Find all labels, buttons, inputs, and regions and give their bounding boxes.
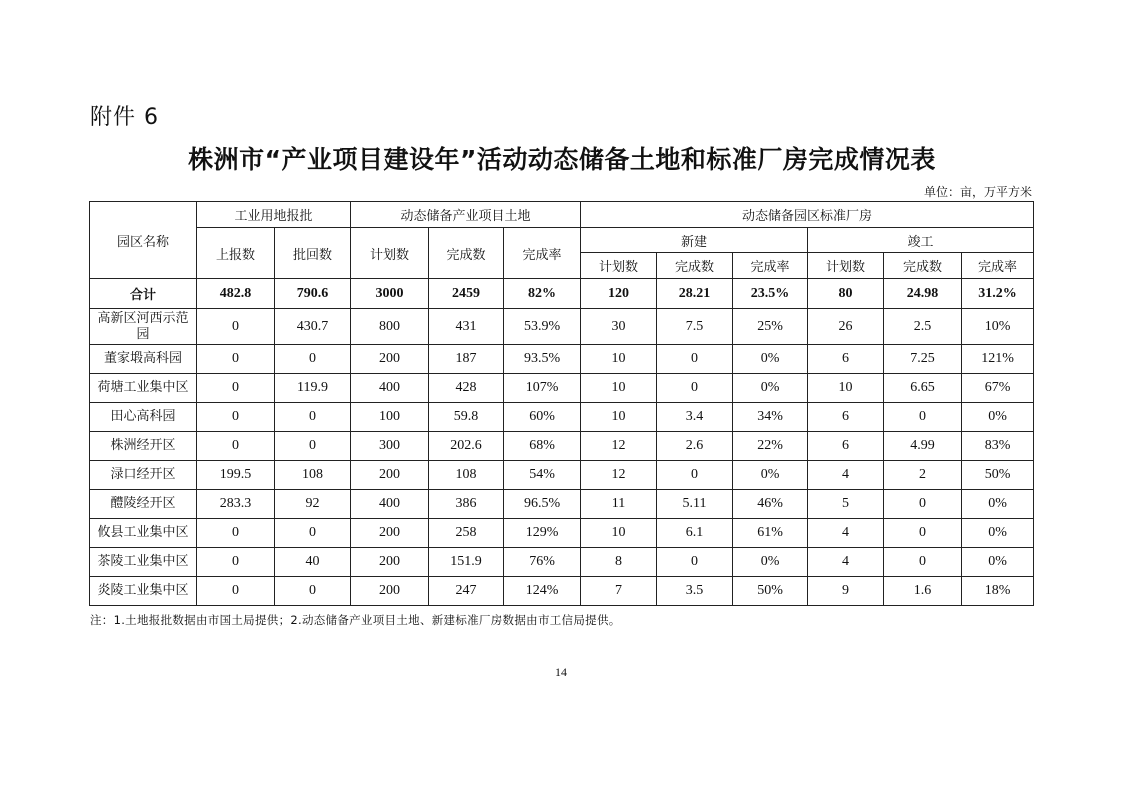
table-cell: 12	[581, 461, 657, 490]
table-cell: 129%	[504, 519, 581, 548]
page-number: 14	[555, 665, 567, 679]
table-cell: 200	[351, 461, 429, 490]
header-dynamic-factory: 动态储备园区标准厂房	[581, 202, 1034, 228]
table-cell: 0%	[733, 548, 808, 577]
table-cell: 53.9%	[504, 309, 581, 345]
header-finished: 竣工	[808, 228, 1034, 253]
header-new-build-completed: 完成数	[657, 253, 733, 279]
table-cell: 0	[275, 432, 351, 461]
table-cell: 2	[884, 461, 962, 490]
table-cell: 6	[808, 345, 884, 374]
table-cell: 200	[351, 577, 429, 606]
unit-label: 单位：亩，万平方米	[923, 185, 1032, 199]
table-row	[90, 577, 1034, 606]
table-cell: 4	[808, 548, 884, 577]
table-cell: 26	[808, 309, 884, 345]
table-cell: 300	[351, 432, 429, 461]
table-cell: 283.3	[197, 490, 275, 519]
header-park-name: 园区名称	[90, 202, 197, 279]
table-cell: 10	[581, 519, 657, 548]
table-cell: 60%	[504, 403, 581, 432]
table-cell: 1.6	[884, 577, 962, 606]
table-cell: 3.5	[657, 577, 733, 606]
table-cell: 83%	[962, 432, 1034, 461]
table-cell: 0%	[962, 490, 1034, 519]
table-cell: 67%	[962, 374, 1034, 403]
table-cell: 93.5%	[504, 345, 581, 374]
table-cell: 258	[429, 519, 504, 548]
table-cell: 2.6	[657, 432, 733, 461]
table-cell: 0	[657, 461, 733, 490]
table-cell: 30	[581, 309, 657, 345]
table-cell: 800	[351, 309, 429, 345]
table-cell: 200	[351, 519, 429, 548]
table-cell: 0	[197, 309, 275, 345]
table-cell: 7	[581, 577, 657, 606]
table-cell: 428	[429, 374, 504, 403]
table-cell: 121%	[962, 345, 1034, 374]
table-cell: 0%	[733, 374, 808, 403]
park-name: 田心高科园	[90, 403, 197, 432]
park-name: 株洲经开区	[90, 432, 197, 461]
table-cell: 199.5	[197, 461, 275, 490]
table-cell: 22%	[733, 432, 808, 461]
park-name: 渌口经开区	[90, 461, 197, 490]
table-cell: 200	[351, 548, 429, 577]
table-cell: 202.6	[429, 432, 504, 461]
table-cell: 80	[808, 279, 884, 309]
table-cell: 0	[884, 490, 962, 519]
park-name: 攸县工业集中区	[90, 519, 197, 548]
table-cell: 482.8	[197, 279, 275, 309]
table-cell: 8	[581, 548, 657, 577]
table-cell: 25%	[733, 309, 808, 345]
table-cell: 11	[581, 490, 657, 519]
table-cell: 6	[808, 403, 884, 432]
total-label: 合计	[90, 279, 197, 309]
table-cell: 5.11	[657, 490, 733, 519]
header-rate: 完成率	[504, 228, 581, 279]
table-cell: 0	[657, 548, 733, 577]
table-cell: 0	[275, 345, 351, 374]
table-cell: 0%	[733, 345, 808, 374]
header-dynamic-land: 动态储备产业项目土地	[351, 202, 581, 228]
table-cell: 2.5	[884, 309, 962, 345]
table-cell: 82%	[504, 279, 581, 309]
table-cell: 120	[581, 279, 657, 309]
park-name: 荷塘工业集中区	[90, 374, 197, 403]
table-cell: 187	[429, 345, 504, 374]
header-new-build-rate: 完成率	[733, 253, 808, 279]
completion-table	[89, 201, 1034, 606]
table-cell: 431	[429, 309, 504, 345]
table-cell: 0	[197, 548, 275, 577]
table-row	[90, 519, 1034, 548]
table-cell: 3.4	[657, 403, 733, 432]
table-cell: 4.99	[884, 432, 962, 461]
header-finished-plan: 计划数	[808, 253, 884, 279]
table-cell: 0	[657, 374, 733, 403]
park-name: 董家塅高科园	[90, 345, 197, 374]
table-cell: 92	[275, 490, 351, 519]
table-cell: 10	[581, 374, 657, 403]
table-cell: 0	[884, 403, 962, 432]
park-name: 醴陵经开区	[90, 490, 197, 519]
table-cell: 200	[351, 345, 429, 374]
table-cell: 107%	[504, 374, 581, 403]
table-cell: 50%	[733, 577, 808, 606]
table-cell: 790.6	[275, 279, 351, 309]
table-cell: 100	[351, 403, 429, 432]
header-finished-completed: 完成数	[884, 253, 962, 279]
table-cell: 10	[581, 403, 657, 432]
table-cell: 0	[197, 345, 275, 374]
table-cell: 40	[275, 548, 351, 577]
table-row	[90, 490, 1034, 519]
table-cell: 61%	[733, 519, 808, 548]
table-cell: 0	[884, 519, 962, 548]
table-cell: 10	[808, 374, 884, 403]
table-cell: 0	[275, 519, 351, 548]
park-name: 炎陵工业集中区	[90, 577, 197, 606]
table-row	[90, 374, 1034, 403]
table-cell: 7.25	[884, 345, 962, 374]
table-cell: 430.7	[275, 309, 351, 345]
table-cell: 151.9	[429, 548, 504, 577]
table-cell: 0%	[962, 403, 1034, 432]
table-cell: 31.2%	[962, 279, 1034, 309]
park-name: 茶陵工业集中区	[90, 548, 197, 577]
table-cell: 9	[808, 577, 884, 606]
header-industrial-land: 工业用地报批	[197, 202, 351, 228]
table-cell: 0	[197, 374, 275, 403]
table-cell: 59.8	[429, 403, 504, 432]
table-cell: 96.5%	[504, 490, 581, 519]
table-cell: 400	[351, 490, 429, 519]
header-reported: 上报数	[197, 228, 275, 279]
header-new-build: 新建	[581, 228, 808, 253]
table-cell: 24.98	[884, 279, 962, 309]
table-cell: 6.1	[657, 519, 733, 548]
page-title: 株洲市“产业项目建设年”活动动态储备土地和标准厂房完成情况表	[188, 145, 936, 174]
table-row	[90, 403, 1034, 432]
table-cell: 0	[657, 345, 733, 374]
table-cell: 0%	[962, 548, 1034, 577]
table-cell: 54%	[504, 461, 581, 490]
table-cell: 0	[275, 577, 351, 606]
table-cell: 18%	[962, 577, 1034, 606]
header-plan: 计划数	[351, 228, 429, 279]
table-cell: 386	[429, 490, 504, 519]
table-cell: 50%	[962, 461, 1034, 490]
table-cell: 5	[808, 490, 884, 519]
table-row	[90, 345, 1034, 374]
table-footnote: 注：1.土地报批数据由市国土局提供；2.动态储备产业项目土地、新建标准厂房数据由市工信局提供。	[90, 613, 621, 627]
table-cell: 10%	[962, 309, 1034, 345]
table-cell: 46%	[733, 490, 808, 519]
table-row	[90, 432, 1034, 461]
table-cell: 400	[351, 374, 429, 403]
table-cell: 0%	[733, 461, 808, 490]
attachment-label: 附件 6	[90, 105, 159, 130]
table-cell: 3000	[351, 279, 429, 309]
table-cell: 23.5%	[733, 279, 808, 309]
table-cell: 0	[197, 519, 275, 548]
table-cell: 108	[429, 461, 504, 490]
table-cell: 119.9	[275, 374, 351, 403]
table-cell: 68%	[504, 432, 581, 461]
table-cell: 2459	[429, 279, 504, 309]
table-cell: 7.5	[657, 309, 733, 345]
table-cell: 4	[808, 519, 884, 548]
table-cell: 10	[581, 345, 657, 374]
table-row	[90, 309, 1034, 345]
table-row	[90, 461, 1034, 490]
table-cell: 76%	[504, 548, 581, 577]
table-cell: 6	[808, 432, 884, 461]
table-cell: 28.21	[657, 279, 733, 309]
table-cell: 0%	[962, 519, 1034, 548]
table-cell: 12	[581, 432, 657, 461]
header-completed: 完成数	[429, 228, 504, 279]
table-cell: 0	[275, 403, 351, 432]
table-row-total	[90, 279, 1034, 309]
table-cell: 6.65	[884, 374, 962, 403]
table-cell: 108	[275, 461, 351, 490]
table-cell: 0	[197, 577, 275, 606]
table-cell: 4	[808, 461, 884, 490]
table-cell: 0	[884, 548, 962, 577]
park-name: 高新区河西示范园	[90, 309, 197, 345]
table-row	[90, 548, 1034, 577]
header-finished-rate: 完成率	[962, 253, 1034, 279]
header-approved: 批回数	[275, 228, 351, 279]
table-cell: 34%	[733, 403, 808, 432]
table-cell: 0	[197, 403, 275, 432]
table-cell: 124%	[504, 577, 581, 606]
table-cell: 0	[197, 432, 275, 461]
table-cell: 247	[429, 577, 504, 606]
header-new-build-plan: 计划数	[581, 253, 657, 279]
